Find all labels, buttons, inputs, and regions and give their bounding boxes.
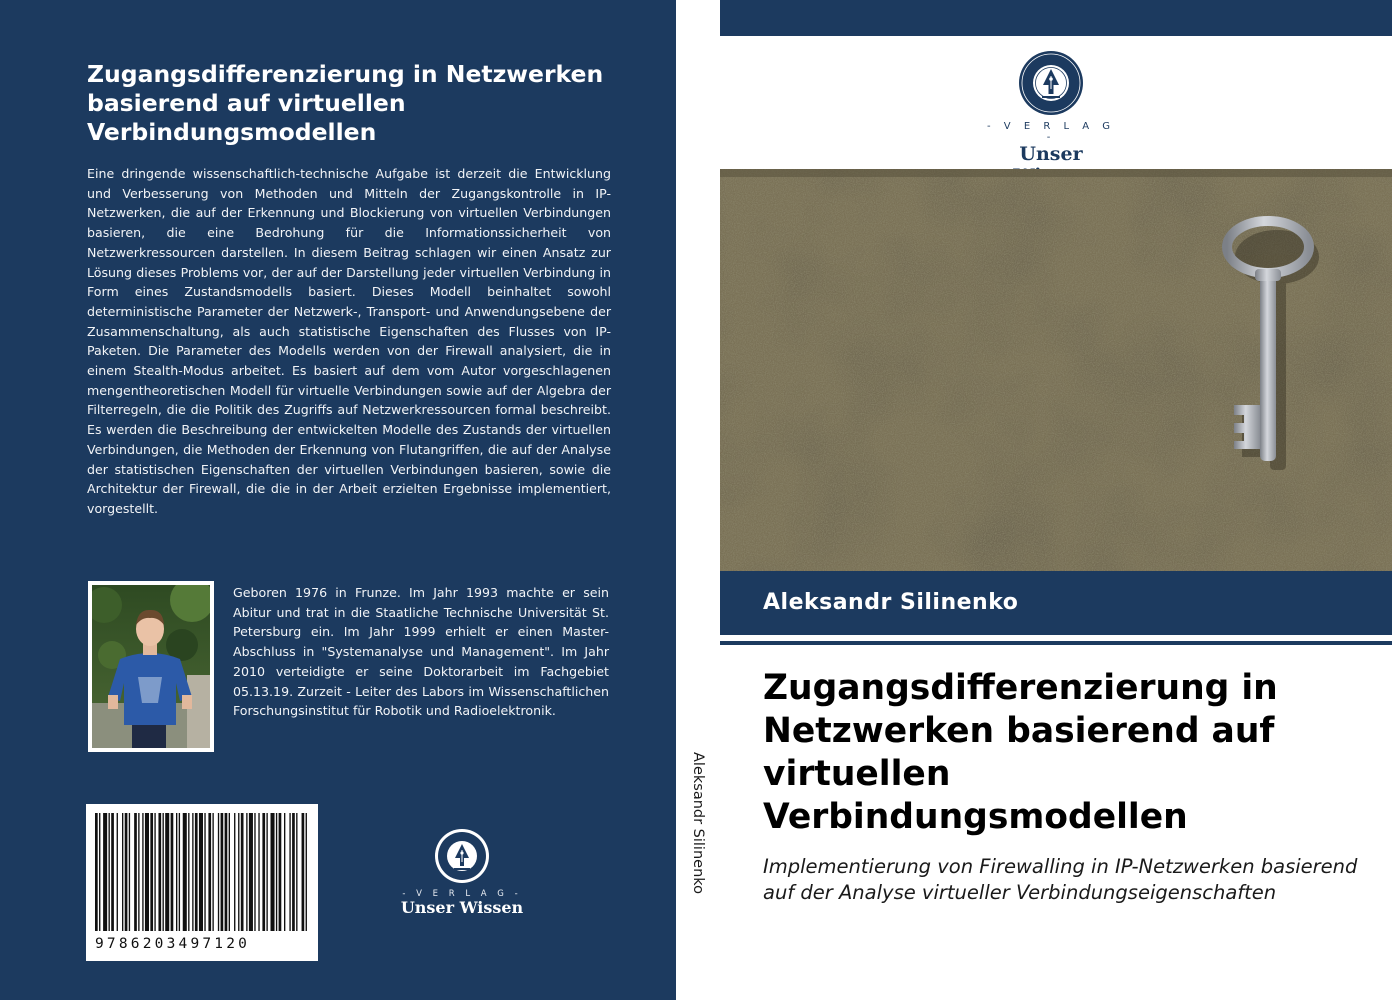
barcode-bar [176, 813, 177, 931]
barcode-bar [165, 813, 169, 931]
barcode-bar [229, 813, 230, 931]
barcode-bar [192, 813, 193, 931]
barcode-bar [179, 813, 180, 931]
spine [676, 0, 720, 1000]
barcode-bar [111, 813, 114, 931]
author-photo [88, 581, 214, 752]
barcode-bar [292, 813, 295, 931]
barcode-bar [195, 813, 198, 931]
barcode-bar [171, 813, 174, 931]
barcode-bar [302, 813, 305, 931]
barcode-bar [145, 813, 149, 931]
barcode-bar [218, 813, 219, 931]
barcode-bar [163, 813, 164, 931]
barcode-bar [103, 813, 107, 931]
back-logo-verlag: - V E R L A G - [402, 889, 522, 899]
barcode-bar [246, 813, 247, 931]
spine-author: Aleksandr Silinenko [690, 752, 706, 895]
back-cover-title: Zugangsdifferenzierung in Netzwerken basierend auf virtuellen Verbindungsmodellen [87, 60, 604, 146]
barcode-bar [212, 813, 213, 931]
author-bar [720, 571, 1392, 635]
barcode-bar [208, 813, 211, 931]
author-bio: Geboren 1976 in Frunze. Im Jahr 1993 machte er sein Abitur und trat in die Staatliche Technische Universität St. Petersburg ein. Im Jahr 1999 erhielt er einen Master-Abschluss in "Systemanalyse und Management". Im Jahr 2010 verteidigte er seine Doktorarbeit im Fachgebiet 05.13.19. Zurzeit - Leiter des Labors im Wissenschaftlichen Forschungsinstitut für Robotik und Radioelektronik. [233, 585, 609, 719]
front-logo-brand: Unser [1019, 143, 1083, 165]
barcode-bar [249, 813, 253, 931]
barcode-bar [99, 813, 100, 931]
barcode-bar [284, 813, 285, 931]
isbn-digits: 9786203497120 [95, 936, 251, 952]
barcode-bar [306, 813, 307, 931]
barcode-bar [241, 813, 244, 931]
barcode-bar [254, 813, 255, 931]
front-logo-verlag: - V E R L A G - [987, 121, 1115, 143]
barcode-bar [271, 813, 275, 931]
barcode-bar [199, 813, 203, 931]
barcode-bar [225, 813, 228, 931]
barcode-bar [154, 813, 155, 931]
front-top-bar [720, 0, 1392, 36]
barcode-bar [188, 813, 189, 931]
cover-photo-key-on-stone [720, 169, 1392, 571]
barcode-bar [122, 813, 123, 931]
barcode-bar [238, 813, 239, 931]
barcode-bar [117, 813, 118, 931]
barcode-bar [276, 813, 277, 931]
barcode-bar [95, 813, 98, 931]
barcode-bar [279, 813, 282, 931]
isbn-barcode [86, 804, 318, 961]
front-publisher-logo [980, 50, 1122, 187]
back-publisher-logo [398, 828, 526, 917]
barcode-bar [138, 813, 139, 931]
barcode-bar [158, 813, 161, 931]
barcode-bar [289, 813, 290, 931]
barcode-bar [234, 813, 235, 931]
barcode-bar [125, 813, 128, 931]
barcode-bar [258, 813, 259, 931]
barcode-bar [129, 813, 130, 931]
barcode-bar [266, 813, 267, 931]
front-cover-title: Zugangsdifferenzierung in Netzwerken basierend auf virtuellen Verbindungsmodellen [763, 668, 1278, 837]
author-divider [720, 641, 1392, 645]
front-cover-subtitle: Implementierung von Firewalling in IP-Netzwerken basierend auf der Analyse virtueller Verbindungseigenschaften [763, 855, 1358, 904]
barcode-bar [183, 813, 187, 931]
barcode-bar [134, 813, 137, 931]
front-author-name: Aleksandr Silinenko [763, 590, 1019, 615]
back-cover-blurb: Eine dringende wissenschaftlich-technische Aufgabe ist derzeit die Entwicklung und Verbesserung von Methoden und Mitteln der Zugangskontrolle in IP-Netzwerken, die auf der Erkennung und Blockierung von virtuellen Verbindungen basieren, die eine Bedrohung für die Informationssicherheit von Netzwerkressourcen darstellen. In diesem Beitrag schlagen wir einen Ansatz zur Lösung dieses Problems vor, der auf der Darstellung jeder virtuellen Verbindung in Form eines Zustandsmodells basiert. Dieses Modell beinhaltet sowohl deterministische Parameter der Netzwerk-, Transport- und Anwendungsebene der Zusammenschaltung, als auch statistische Eigenschaften des Flusses von IP-Paketen. Die Parameter des Modells werden von der Firewall analysiert, die in einem Stealth-Modus arbeitet. Es basiert auf dem vom Autor vorgeschlagenen mengentheoretischen Modell für virtuelle Verbindungen sowie auf der Algebra der Filterregeln, die die Politik des Zugriffs auf Netzwerkressourcen formal beschreibt. Es werden die Beschreibung der entwickelten Modelle des Zustands der virtuellen Verbindungen, die Methoden der Erkennung von Flutangriffen, die auf der Analyse der statistischen Eigenschaften der virtuellen Verbindungen basieren, sowie die Architektur der Firewall, die die in der Arbeit erzielten Ergebnisse implementiert, vorgestellt. [87, 166, 611, 516]
barcode-bar [150, 813, 153, 931]
publisher-emblem-icon [1018, 50, 1084, 116]
barcode-bar [109, 813, 110, 931]
barcode-bar [296, 813, 297, 931]
barcode-bar [262, 813, 265, 931]
barcode-bar [204, 813, 205, 931]
publisher-emblem-icon [434, 828, 490, 884]
back-cover [0, 0, 676, 1000]
barcode-bar [142, 813, 143, 931]
back-logo-brand: Unser Wissen [400, 898, 524, 917]
barcode-bar [221, 813, 224, 931]
